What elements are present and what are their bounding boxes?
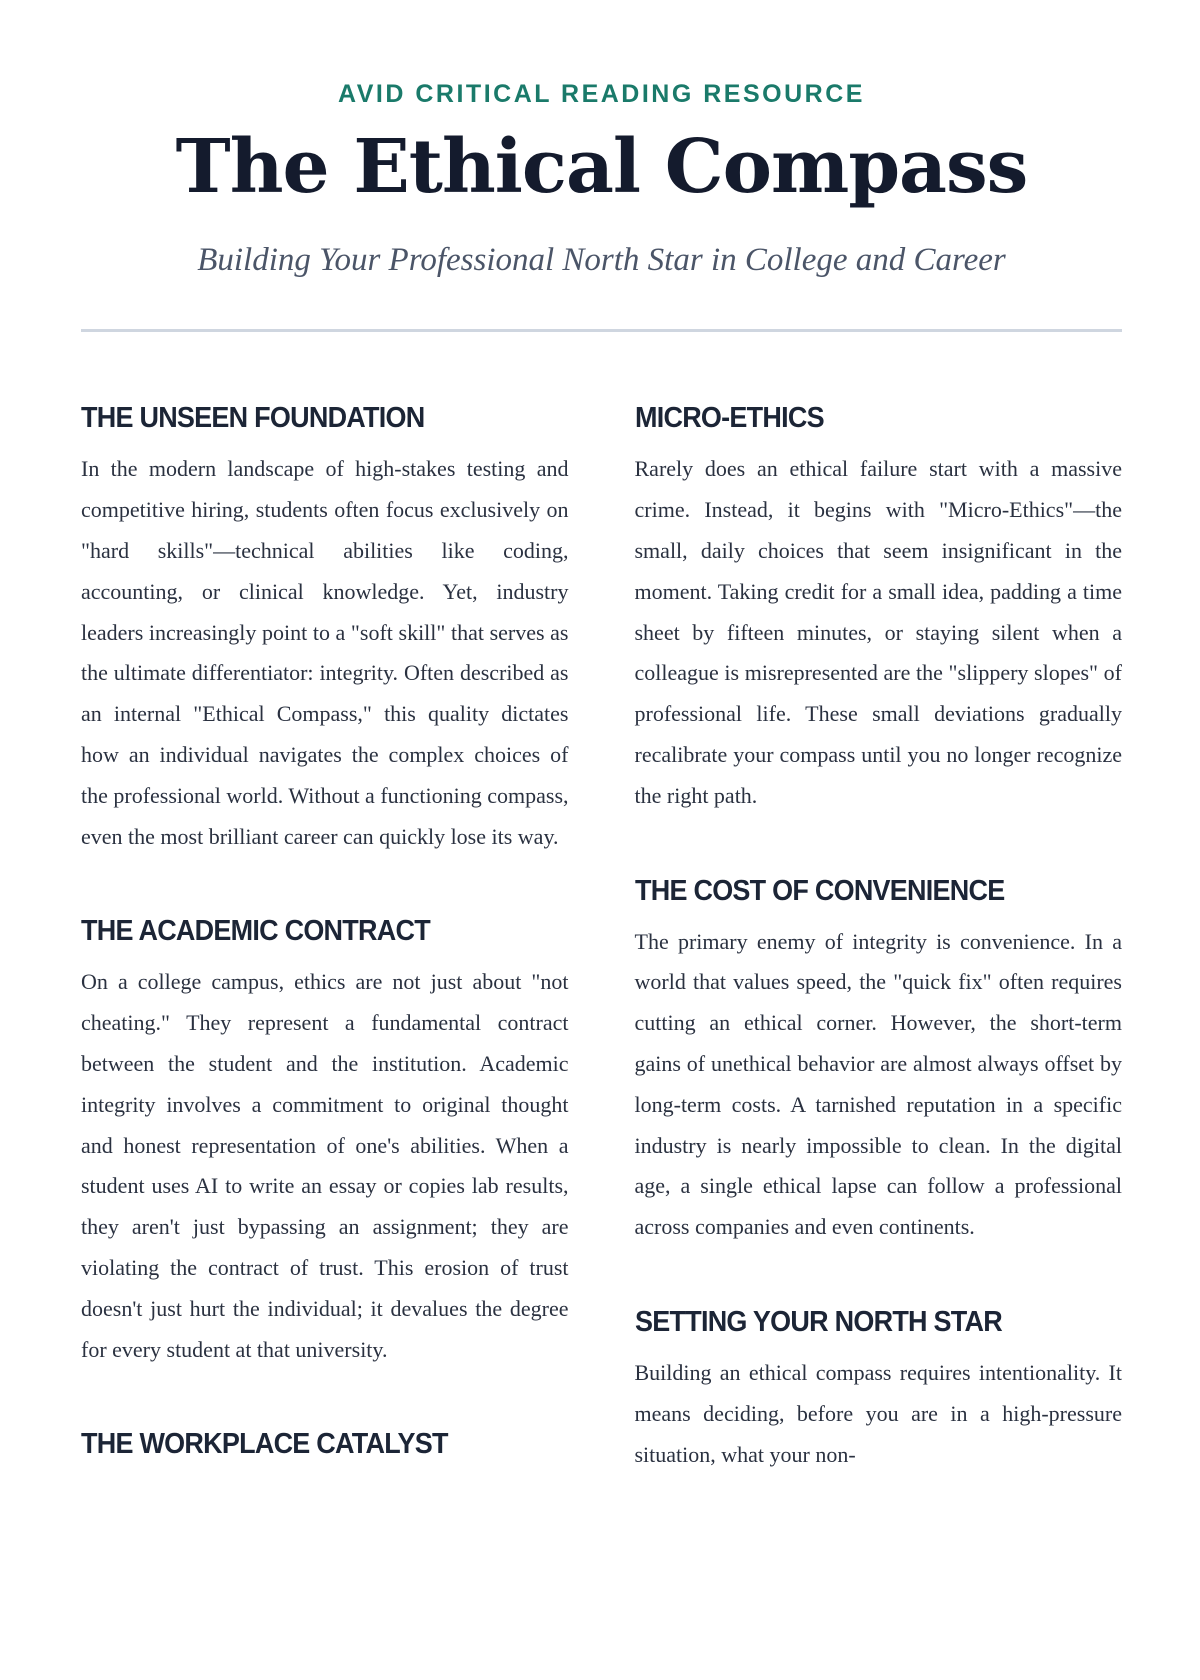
page-subtitle: Building Your Professional North Star in College and Career [197,242,1006,279]
right-column [635,402,1123,1533]
page-title: The Ethical Compass [175,124,1028,210]
section-body: In the modern landscape of high-stakes testing and competitive hiring, students often focus exclusively on "hard skills"—technical abilities like coding, accounting, or clinical knowledge. Yet, industry leaders increasingly point to a "soft skill" that serves as the ultimate differentiator: integrity. Often described as an internal "Ethical Compass," this quality dictates how an individual navigates the complex choices of the professional world. Without a functioning compass, even the most brilliant career can quickly lose its way. [81,456,569,849]
resource-kicker: AVID CRITICAL READING RESOURCE [338,80,865,108]
section-heading: THE UNSEEN FOUNDATION [81,402,425,435]
left-column [81,402,569,1533]
article-columns [81,402,1122,1533]
section-body: Building an ethical compass requires intentionality. It means deciding, before you are in a high-pressure situation, what your non- [634,1359,1122,1467]
section-heading: THE ACADEMIC CONTRACT [81,915,430,948]
section-body: On a college campus, ethics are not just about "not cheating." They represent a fundamental contract between the student and the institution. Academic integrity involves a commitment to original thought and honest representation of one's abilities. When a student uses AI to write an essay or copies lab results, they aren't just bypassing an assignment; they are violating the contract of trust. This erosion of trust doesn't just hurt the individual; it devalues the degree for every student at that university. [81,969,569,1362]
section-heading: SETTING YOUR NORTH STAR [634,1305,1002,1338]
header-divider [81,329,1122,332]
section-body: The primary enemy of integrity is convenience. In a world that values speed, the "quick fix" often requires cutting an ethical corner. However, the short-term gains of unethical behavior are almost always offset by long-term costs. A tarnished reputation in a specific industry is nearly impossible to clean. In the digital age, a single ethical lapse can follow a professional across companies and even continents. [634,928,1122,1240]
section-heading: THE COST OF CONVENIENCE [634,874,1005,907]
section-body: Rarely does an ethical failure start with a massive crime. Instead, it begins with "Micro-Ethics"—the small, daily choices that seem insignificant in the moment. Taking credit for a small idea, padding a time sheet by fifteen minutes, or staying silent when a colleague is misrepresented are the "slippery slopes" of professional life. These small deviations gradually recalibrate your compass until you no longer recognize the right path. [634,456,1122,808]
section-heading: MICRO-ETHICS [634,402,824,435]
document-page [0,80,1200,1533]
section-heading: THE WORKPLACE CATALYST [81,1428,448,1461]
